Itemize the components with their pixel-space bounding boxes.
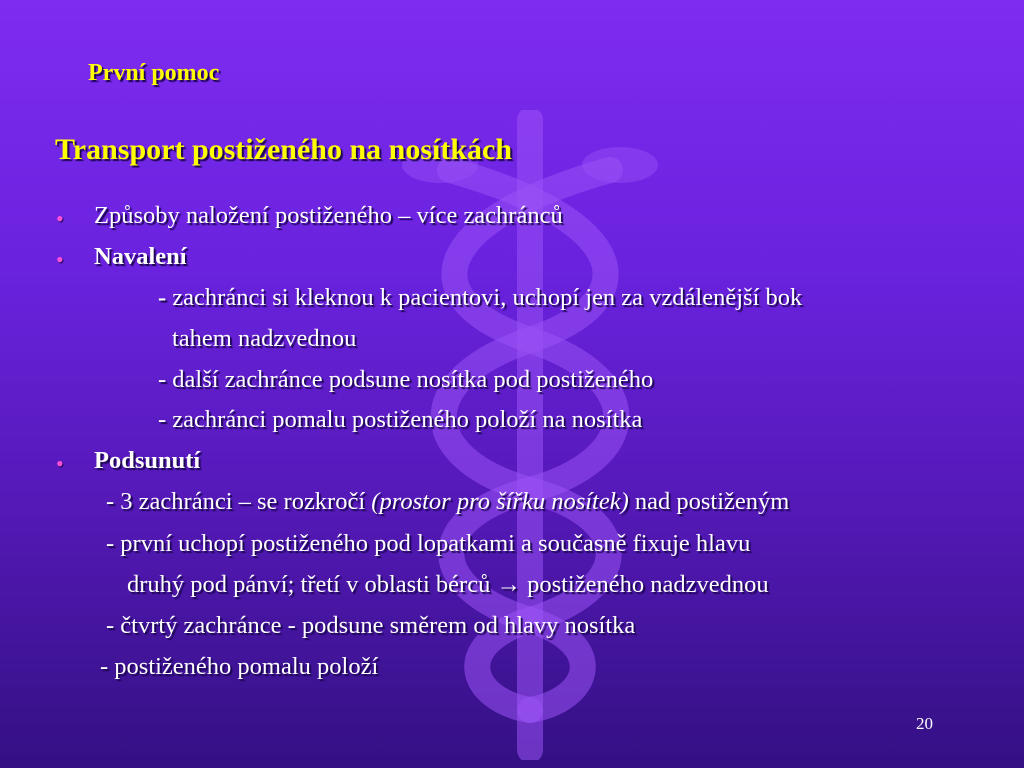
slide-heading: Transport postiženého na nosítkách: [55, 133, 513, 166]
item-podsunuti: [94, 447, 200, 475]
podsunuti-step-4: - postiženého pomalu položí: [100, 653, 379, 680]
podsunuti-label: Podsunutí: [94, 447, 201, 474]
page-number: 20: [916, 714, 933, 733]
navaleni-step-1-text: zachránci si kleknou k pacientovi, uchopí jen za vzdálenější bok: [172, 284, 803, 311]
navaleni-step-1-dash: -: [158, 284, 173, 311]
item-loading-methods: Způsoby naložení postiženého – více zachránců: [94, 202, 563, 229]
podsunuti-step-1-c: nad postiženým: [628, 488, 790, 515]
bullet-icon: •: [56, 206, 64, 231]
navaleni-step-2: - další zachránce podsune nosítka pod postiženého: [158, 366, 654, 393]
navaleni-step-3: - zachránci pomalu postiženého položí na nosítka: [158, 406, 643, 433]
item-navaleni: [94, 243, 187, 271]
podsunuti-step-3: - čtvrtý zachránce - podsune směrem od hlavy nosítka: [106, 612, 636, 639]
navaleni-step-1: [158, 284, 802, 312]
bullet-icon: •: [56, 247, 64, 272]
section-title: První pomoc: [88, 60, 220, 86]
podsunuti-step-1: [106, 488, 789, 516]
arrow-right-icon: →: [496, 571, 521, 598]
navaleni-step-1-cont: tahem nadzvednou: [172, 325, 357, 352]
podsunuti-step-2-cont-a: druhý pod pánví; třetí v oblasti bérců: [127, 571, 497, 598]
navaleni-label: Navalení: [94, 243, 187, 270]
podsunuti-step-2-cont: [127, 571, 769, 599]
podsunuti-step-1-italic: (prostor pro šířku nosítek): [371, 488, 629, 515]
podsunuti-step-1-a: - 3 zachránci – se rozkročí: [106, 488, 372, 515]
podsunuti-step-2-cont-b: postiženého nadzvednou: [520, 571, 769, 598]
podsunuti-step-2: - první uchopí postiženého pod lopatkami a současně fixuje hlavu: [106, 530, 751, 557]
bullet-icon: •: [56, 451, 64, 476]
